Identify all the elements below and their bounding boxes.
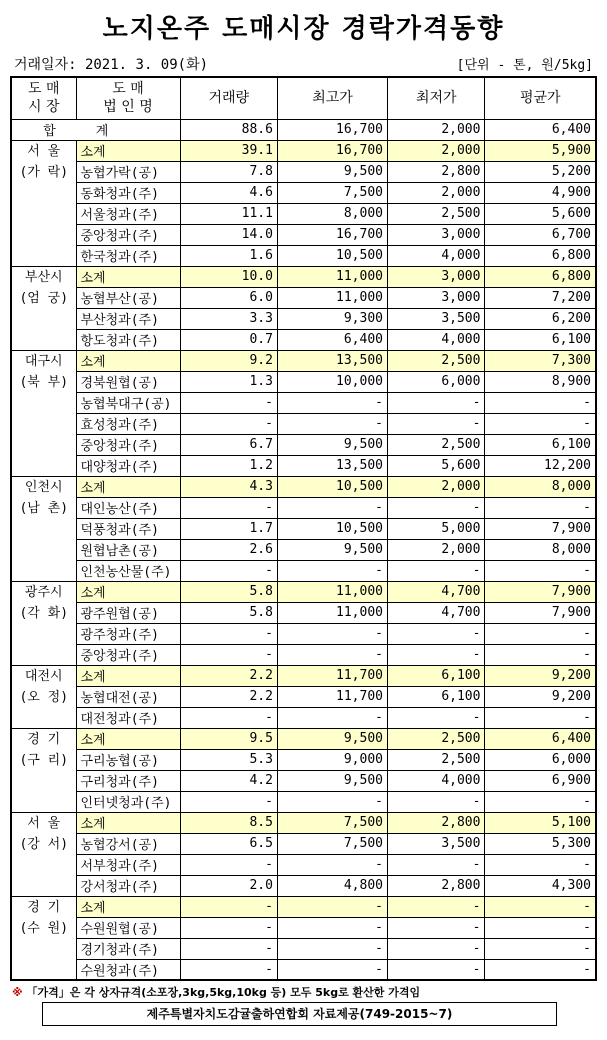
total-avg: 6,400: [485, 119, 596, 140]
volume-cell: 8.5: [180, 812, 277, 833]
header-market: [11, 77, 76, 119]
max-price-cell: 11,000: [277, 602, 387, 623]
table-row: [11, 392, 596, 413]
max-price-cell: -: [277, 707, 387, 728]
market-name-line: (수 원): [19, 920, 69, 936]
max-price-cell: -: [277, 644, 387, 665]
min-price-cell: 5,000: [388, 518, 485, 539]
corp-name: 광주청과(주): [76, 623, 180, 644]
corp-name: 부산청과(주): [76, 308, 180, 329]
total-min: 2,000: [388, 119, 485, 140]
max-price-cell: 9,500: [277, 770, 387, 791]
avg-price-cell: 8,000: [485, 539, 596, 560]
min-price-cell: 4,700: [388, 581, 485, 602]
table-row: [11, 791, 596, 812]
header-avg: 평균가: [485, 77, 596, 119]
min-price-cell: -: [388, 959, 485, 980]
avg-price-cell: 6,800: [485, 245, 596, 266]
corp-name: 원협남촌(공): [76, 539, 180, 560]
min-price-cell: -: [388, 497, 485, 518]
market-name: [11, 812, 76, 896]
min-price-cell: 2,500: [388, 728, 485, 749]
max-price-cell: 9,300: [277, 308, 387, 329]
min-price-cell: 3,000: [388, 287, 485, 308]
subtotal-row: [11, 350, 596, 371]
min-price-cell: -: [388, 917, 485, 938]
avg-price-cell: -: [485, 854, 596, 875]
market-name-line: (강 서): [19, 836, 69, 852]
volume-cell: -: [180, 560, 277, 581]
corp-name: 한국청과(주): [76, 245, 180, 266]
min-price-cell: 2,500: [388, 350, 485, 371]
avg-price-cell: 5,300: [485, 833, 596, 854]
min-price-cell: 5,600: [388, 455, 485, 476]
header-volume: 거래량: [180, 77, 277, 119]
avg-price-cell: 4,300: [485, 875, 596, 896]
corp-name: 농협가락(공): [76, 161, 180, 182]
table-row: [11, 203, 596, 224]
min-price-cell: 2,000: [388, 476, 485, 497]
subtotal-row: [11, 140, 596, 161]
volume-cell: 9.5: [180, 728, 277, 749]
max-price-cell: 9,500: [277, 728, 387, 749]
table-row: [11, 329, 596, 350]
min-price-cell: -: [388, 938, 485, 959]
corp-name: 농협북대구(공): [76, 392, 180, 413]
header-corp: [76, 77, 180, 119]
table-row: [11, 539, 596, 560]
table-row: [11, 518, 596, 539]
note-text: 「가격」은 각 상자규격(소포장,3kg,5kg,10kg 등) 모두 5kg로 환산한 가격임: [26, 986, 421, 999]
market-name: [11, 350, 76, 476]
market-name-line: 서 울: [27, 815, 61, 831]
min-price-cell: -: [388, 413, 485, 434]
avg-price-cell: 7,900: [485, 518, 596, 539]
corp-name: 소계: [76, 476, 180, 497]
avg-price-cell: -: [485, 497, 596, 518]
max-price-cell: 7,500: [277, 182, 387, 203]
table-row: [11, 644, 596, 665]
max-price-cell: 11,000: [277, 266, 387, 287]
max-price-cell: 11,000: [277, 287, 387, 308]
footnote: [12, 984, 420, 1000]
trade-date: 거래일자: 2021. 3. 09(화): [14, 57, 209, 73]
market-name: [11, 476, 76, 581]
max-price-cell: 16,700: [277, 224, 387, 245]
market-name-line: 서 울: [27, 143, 61, 159]
min-price-cell: -: [388, 644, 485, 665]
corp-name: 농협강서(공): [76, 833, 180, 854]
market-name-line: 부산시: [24, 269, 63, 285]
min-price-cell: -: [388, 791, 485, 812]
corp-name: 대전청과(주): [76, 707, 180, 728]
max-price-cell: 9,000: [277, 749, 387, 770]
avg-price-cell: 5,100: [485, 812, 596, 833]
volume-cell: 4.6: [180, 182, 277, 203]
avg-price-cell: 6,700: [485, 224, 596, 245]
subtotal-row: [11, 896, 596, 917]
volume-cell: 9.2: [180, 350, 277, 371]
min-price-cell: 3,000: [388, 224, 485, 245]
header-market-line2: 시 장: [28, 99, 60, 116]
max-price-cell: -: [277, 413, 387, 434]
max-price-cell: -: [277, 917, 387, 938]
table-row: [11, 623, 596, 644]
avg-price-cell: 7,200: [485, 287, 596, 308]
table-row: [11, 854, 596, 875]
source-box: 제주특별자치도감귤출하연합회 자료제공(749-2015~7): [42, 1002, 557, 1026]
avg-price-cell: 12,200: [485, 455, 596, 476]
max-price-cell: 6,400: [277, 329, 387, 350]
avg-price-cell: 6,200: [485, 308, 596, 329]
avg-price-cell: 9,200: [485, 686, 596, 707]
avg-price-cell: 5,600: [485, 203, 596, 224]
table-row: [11, 749, 596, 770]
max-price-cell: 13,500: [277, 350, 387, 371]
corp-name: 인터넷청과(주): [76, 791, 180, 812]
max-price-cell: -: [277, 623, 387, 644]
min-price-cell: 2,800: [388, 875, 485, 896]
market-name-line: (구 리): [19, 752, 69, 768]
max-price-cell: 10,500: [277, 245, 387, 266]
total-label: 합계: [11, 119, 180, 140]
corp-name: 수원청과(주): [76, 959, 180, 980]
max-price-cell: 7,500: [277, 812, 387, 833]
corp-name: 소계: [76, 812, 180, 833]
volume-cell: -: [180, 707, 277, 728]
corp-name: 소계: [76, 665, 180, 686]
volume-cell: 6.7: [180, 434, 277, 455]
max-price-cell: 11,000: [277, 581, 387, 602]
max-price-cell: 10,500: [277, 518, 387, 539]
avg-price-cell: -: [485, 707, 596, 728]
avg-price-cell: 6,100: [485, 434, 596, 455]
market-name-line: 대전시: [24, 668, 63, 684]
max-price-cell: -: [277, 959, 387, 980]
min-price-cell: 4,000: [388, 329, 485, 350]
volume-cell: -: [180, 938, 277, 959]
min-price-cell: 2,000: [388, 182, 485, 203]
min-price-cell: -: [388, 707, 485, 728]
corp-name: 소계: [76, 581, 180, 602]
page-title: 노지온주 도매시장 경락가격동향: [102, 14, 505, 44]
table-row: [11, 707, 596, 728]
corp-name: 중앙청과(주): [76, 224, 180, 245]
volume-cell: 10.0: [180, 266, 277, 287]
subtotal-row: [11, 581, 596, 602]
volume-cell: -: [180, 959, 277, 980]
header-corp-line1: 도 매: [112, 81, 144, 98]
market-name-line: 경 기: [27, 731, 61, 747]
table-row: [11, 224, 596, 245]
volume-cell: 5.3: [180, 749, 277, 770]
corp-name: 소계: [76, 728, 180, 749]
market-name-line: 대구시: [24, 353, 63, 369]
volume-cell: 0.7: [180, 329, 277, 350]
volume-cell: -: [180, 791, 277, 812]
max-price-cell: -: [277, 938, 387, 959]
volume-cell: 6.0: [180, 287, 277, 308]
corp-name: 덕풍청과(주): [76, 518, 180, 539]
avg-price-cell: -: [485, 791, 596, 812]
avg-price-cell: 8,900: [485, 371, 596, 392]
max-price-cell: 9,500: [277, 161, 387, 182]
volume-cell: 5.8: [180, 602, 277, 623]
volume-cell: -: [180, 413, 277, 434]
max-price-cell: 13,500: [277, 455, 387, 476]
table-row: [11, 959, 596, 980]
market-name: [11, 665, 76, 728]
min-price-cell: -: [388, 854, 485, 875]
min-price-cell: 6,100: [388, 665, 485, 686]
volume-cell: -: [180, 644, 277, 665]
avg-price-cell: -: [485, 959, 596, 980]
market-name-line: 경 기: [27, 899, 61, 915]
volume-cell: 39.1: [180, 140, 277, 161]
min-price-cell: 2,000: [388, 140, 485, 161]
corp-name: 경북원협(공): [76, 371, 180, 392]
avg-price-cell: 6,400: [485, 728, 596, 749]
volume-cell: 7.8: [180, 161, 277, 182]
market-name: [11, 728, 76, 812]
corp-name: 인천농산물(주): [76, 560, 180, 581]
avg-price-cell: 8,000: [485, 476, 596, 497]
market-name-line: (각 화): [19, 605, 69, 621]
market-name-line: (북 부): [19, 374, 69, 390]
avg-price-cell: 6,900: [485, 770, 596, 791]
avg-price-cell: -: [485, 644, 596, 665]
avg-price-cell: 6,100: [485, 329, 596, 350]
price-table: [10, 76, 597, 981]
table-row: [11, 497, 596, 518]
subtotal-row: [11, 476, 596, 497]
volume-cell: 4.2: [180, 770, 277, 791]
avg-price-cell: 7,300: [485, 350, 596, 371]
header-max: 최고가: [277, 77, 387, 119]
market-name-line: (남 촌): [19, 500, 69, 516]
corp-name: 광주원협(공): [76, 602, 180, 623]
volume-cell: -: [180, 623, 277, 644]
min-price-cell: -: [388, 623, 485, 644]
table-row: [11, 434, 596, 455]
table-row: [11, 455, 596, 476]
max-price-cell: 7,500: [277, 833, 387, 854]
max-price-cell: 11,700: [277, 686, 387, 707]
market-name: [11, 896, 76, 980]
header-row: [11, 77, 596, 119]
table-row: [11, 287, 596, 308]
table-row: [11, 308, 596, 329]
table-row: [11, 938, 596, 959]
market-name-line: (오 정): [19, 689, 69, 705]
corp-name: 수원원협(공): [76, 917, 180, 938]
max-price-cell: 11,700: [277, 665, 387, 686]
header-corp-line2: 법 인 명: [103, 99, 153, 116]
min-price-cell: -: [388, 392, 485, 413]
avg-price-cell: -: [485, 413, 596, 434]
corp-name: 대양청과(주): [76, 455, 180, 476]
corp-name: 소계: [76, 140, 180, 161]
volume-cell: 6.5: [180, 833, 277, 854]
volume-cell: 14.0: [180, 224, 277, 245]
volume-cell: 1.6: [180, 245, 277, 266]
max-price-cell: 10,500: [277, 476, 387, 497]
corp-name: 농협대전(공): [76, 686, 180, 707]
max-price-cell: -: [277, 392, 387, 413]
header-market-line1: 도 매: [28, 81, 60, 98]
max-price-cell: 9,500: [277, 539, 387, 560]
corp-name: 구리청과(주): [76, 770, 180, 791]
avg-price-cell: 5,900: [485, 140, 596, 161]
avg-price-cell: 9,200: [485, 665, 596, 686]
volume-cell: 5.8: [180, 581, 277, 602]
volume-cell: -: [180, 854, 277, 875]
volume-cell: 1.3: [180, 371, 277, 392]
min-price-cell: 2,000: [388, 539, 485, 560]
max-price-cell: -: [277, 497, 387, 518]
volume-cell: 1.7: [180, 518, 277, 539]
unit-label: [단위 - 톤, 원/5kg]: [456, 58, 593, 73]
min-price-cell: 4,000: [388, 770, 485, 791]
header-min: 최저가: [388, 77, 485, 119]
table-row: [11, 686, 596, 707]
corp-name: 구리농협(공): [76, 749, 180, 770]
volume-cell: 2.6: [180, 539, 277, 560]
corp-name: 효성청과(주): [76, 413, 180, 434]
table-row: [11, 413, 596, 434]
corp-name: 항도청과(주): [76, 329, 180, 350]
corp-name: 소계: [76, 266, 180, 287]
max-price-cell: -: [277, 896, 387, 917]
table-row: [11, 371, 596, 392]
min-price-cell: 3,000: [388, 266, 485, 287]
corp-name: 중앙청과(주): [76, 644, 180, 665]
corp-name: 강서청과(주): [76, 875, 180, 896]
market-name-line: (엄 궁): [19, 290, 69, 306]
note-mark: ※: [12, 986, 23, 999]
min-price-cell: 6,100: [388, 686, 485, 707]
table-row: [11, 245, 596, 266]
volume-cell: 3.3: [180, 308, 277, 329]
max-price-cell: 4,800: [277, 875, 387, 896]
avg-price-cell: 6,800: [485, 266, 596, 287]
avg-price-cell: -: [485, 623, 596, 644]
corp-name: 서부청과(주): [76, 854, 180, 875]
avg-price-cell: 4,900: [485, 182, 596, 203]
table-row: [11, 917, 596, 938]
table-row: [11, 833, 596, 854]
min-price-cell: 2,800: [388, 161, 485, 182]
volume-cell: -: [180, 896, 277, 917]
min-price-cell: 2,800: [388, 812, 485, 833]
volume-cell: 4.3: [180, 476, 277, 497]
max-price-cell: 16,700: [277, 140, 387, 161]
volume-cell: 2.2: [180, 686, 277, 707]
min-price-cell: 2,500: [388, 203, 485, 224]
avg-price-cell: -: [485, 896, 596, 917]
volume-cell: -: [180, 392, 277, 413]
avg-price-cell: -: [485, 917, 596, 938]
table-row: [11, 560, 596, 581]
corp-name: 동화청과(주): [76, 182, 180, 203]
min-price-cell: 3,500: [388, 833, 485, 854]
table-row: [11, 602, 596, 623]
market-name: [11, 266, 76, 350]
avg-price-cell: -: [485, 938, 596, 959]
corp-name: 중앙청과(주): [76, 434, 180, 455]
table-row: [11, 770, 596, 791]
min-price-cell: -: [388, 896, 485, 917]
volume-cell: 2.2: [180, 665, 277, 686]
market-name-line: 광주시: [24, 584, 63, 600]
volume-cell: 2.0: [180, 875, 277, 896]
volume-cell: 1.2: [180, 455, 277, 476]
avg-price-cell: -: [485, 560, 596, 581]
table-row: [11, 875, 596, 896]
volume-cell: -: [180, 497, 277, 518]
corp-name: 경기청과(주): [76, 938, 180, 959]
min-price-cell: 3,500: [388, 308, 485, 329]
max-price-cell: 9,500: [277, 434, 387, 455]
corp-name: 소계: [76, 896, 180, 917]
market-name: [11, 140, 76, 266]
total-max: 16,700: [277, 119, 387, 140]
volume-cell: 11.1: [180, 203, 277, 224]
avg-price-cell: 7,900: [485, 602, 596, 623]
total-row: [11, 119, 596, 140]
min-price-cell: 4,000: [388, 245, 485, 266]
avg-price-cell: 5,200: [485, 161, 596, 182]
table-row: [11, 182, 596, 203]
avg-price-cell: 6,000: [485, 749, 596, 770]
max-price-cell: -: [277, 560, 387, 581]
min-price-cell: -: [388, 560, 485, 581]
subtotal-row: [11, 665, 596, 686]
subtotal-row: [11, 728, 596, 749]
corp-name: 대인농산(주): [76, 497, 180, 518]
avg-price-cell: -: [485, 392, 596, 413]
market-name: [11, 581, 76, 665]
market-name-line: (가 락): [19, 164, 69, 180]
corp-name: 서울청과(주): [76, 203, 180, 224]
total-volume: 88.6: [180, 119, 277, 140]
min-price-cell: 4,700: [388, 602, 485, 623]
table-row: [11, 161, 596, 182]
max-price-cell: 10,000: [277, 371, 387, 392]
max-price-cell: 8,000: [277, 203, 387, 224]
min-price-cell: 2,500: [388, 749, 485, 770]
volume-cell: -: [180, 917, 277, 938]
max-price-cell: -: [277, 791, 387, 812]
subtotal-row: [11, 812, 596, 833]
max-price-cell: -: [277, 854, 387, 875]
corp-name: 농협부산(공): [76, 287, 180, 308]
avg-price-cell: 7,900: [485, 581, 596, 602]
corp-name: 소계: [76, 350, 180, 371]
subtotal-row: [11, 266, 596, 287]
min-price-cell: 6,000: [388, 371, 485, 392]
min-price-cell: 2,500: [388, 434, 485, 455]
market-name-line: 인천시: [24, 479, 63, 495]
